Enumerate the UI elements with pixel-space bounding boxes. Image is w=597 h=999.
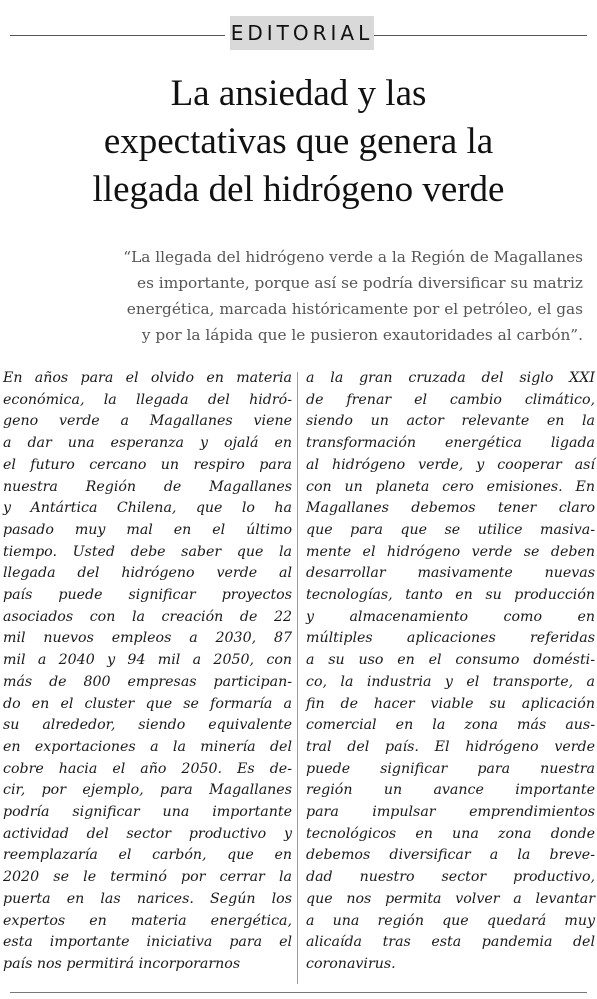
body-line: tiempo. Usted debe saber que la: [3, 543, 292, 560]
section-label: EDITORIAL: [230, 16, 374, 50]
headline-line: La ansiedad y las: [170, 73, 427, 114]
section-header: [10, 12, 587, 48]
body-line: económica, la llegada del hidró-: [3, 391, 292, 408]
body-line: comercial en la zona más aus-: [306, 717, 595, 734]
body-line: co, la industria y el transporte, a: [306, 673, 595, 690]
body-line: más de 800 empresas participan-: [3, 673, 292, 690]
body-line: desarrollar masivamente nuevas: [306, 565, 595, 582]
body-line: a dar una esperanza y ojalá en: [3, 435, 292, 452]
body-line: llegada del hidrógeno verde al: [3, 565, 292, 582]
body-line: que nos permita volver a levantar: [306, 890, 595, 907]
body-line: mil nuevos empleos a 2030, 87: [3, 630, 292, 647]
body-line: a una región que quedará muy: [306, 912, 595, 929]
body-line: mente el hidrógeno verde se deben: [306, 543, 595, 560]
body-line: puerta en las narices. Según los: [3, 890, 292, 907]
body-line: alicaída tras esta pandemia del: [306, 934, 595, 951]
body-line: coronavirus.: [306, 955, 396, 972]
headline-line: expectativas que genera la: [103, 121, 494, 162]
body-line: esta importante iniciativa para el: [3, 934, 292, 951]
body-line: tral del país. El hidrógeno verde: [306, 738, 595, 755]
body-line: do en el cluster que se formaría a: [3, 695, 292, 712]
body-column-right: [306, 368, 595, 976]
body-line: región un avance importante: [306, 782, 595, 799]
body-line: actividad del sector productivo y: [3, 825, 292, 842]
section-rule-left: [10, 35, 225, 36]
body-line: el futuro cercano un respiro para: [3, 456, 292, 473]
body-line: cobre hacia el año 2050. Es de-: [3, 760, 292, 777]
headline-line: llegada del hidrógeno verde: [92, 169, 505, 210]
body-line: reemplazaría el carbón, que en: [3, 847, 292, 864]
body-line: su alrededor, siendo equivalente: [3, 717, 292, 734]
pull-quote-line: “La llegada del hidrógeno verde a la Región de Magallanes: [123, 248, 583, 266]
body-line: con un planeta cero emisiones. En: [306, 478, 595, 495]
body-line: país puede significar proyectos: [3, 587, 292, 604]
body-line: a su uso en el consumo domésti-: [306, 652, 595, 669]
column-divider: [297, 372, 298, 984]
body-line: 2020 se le terminó por cerrar la: [3, 869, 292, 886]
body-line: y Antártica Chilena, que lo ha: [3, 500, 292, 517]
body-line: fin de hacer viable su aplicación: [306, 695, 595, 712]
body-line: debemos diversificar a la breve-: [306, 847, 595, 864]
pull-quote-line: y por la lápida que le pusieron exautoridades al carbón”.: [141, 326, 583, 344]
headline: [30, 70, 567, 214]
section-rule-right: [374, 35, 587, 36]
pull-quote-line: energética, marcada históricamente por el petróleo, el gas: [126, 300, 583, 318]
body-line: tecnológicos en una zona donde: [306, 825, 595, 842]
body-line: En años para el olvido en materia: [3, 370, 292, 386]
body-line: nuestra Región de Magallanes: [3, 478, 292, 495]
pull-quote-line: es importante, porque así se podría diversificar su matriz: [137, 274, 583, 292]
body-line: asociados con la creación de 22: [3, 608, 292, 625]
body-line: siendo un actor relevante en la: [306, 413, 595, 430]
pull-quote: [14, 244, 583, 348]
body-line: podría significar una importante: [3, 804, 292, 821]
body-line: expertos en materia energética,: [3, 912, 292, 929]
bottom-rule: [10, 992, 587, 993]
body-line: al hidrógeno verde, y cooperar así: [306, 456, 595, 473]
body-line: pasado muy mal en el último: [3, 521, 292, 538]
body-line: país nos permitirá incorporarnos: [3, 955, 241, 972]
body-line: en exportaciones a la minería del: [3, 738, 292, 755]
body-line: transformación energética ligada: [306, 435, 595, 452]
body-column-left: [3, 368, 292, 976]
body-line: tecnologías, tanto en su producción: [306, 587, 595, 604]
body-line: múltiples aplicaciones referidas: [306, 630, 595, 647]
body-line: cir, por ejemplo, para Magallanes: [3, 782, 292, 799]
body-line: mil a 2040 y 94 mil a 2050, con: [3, 652, 292, 669]
body-line: puede significar para nuestra: [306, 760, 595, 777]
body-line: a la gran cruzada del siglo XXI: [306, 370, 595, 386]
body-line: de frenar el cambio climático,: [306, 391, 595, 408]
body-line: dad nuestro sector productivo,: [306, 869, 595, 886]
body-line: Magallanes debemos tener claro: [306, 500, 595, 517]
body-line: geno verde a Magallanes viene: [3, 413, 292, 430]
body-line: para impulsar emprendimientos: [306, 804, 595, 821]
body-line: que para que se utilice masiva-: [306, 521, 595, 538]
body-line: y almacenamiento como en: [306, 608, 595, 625]
